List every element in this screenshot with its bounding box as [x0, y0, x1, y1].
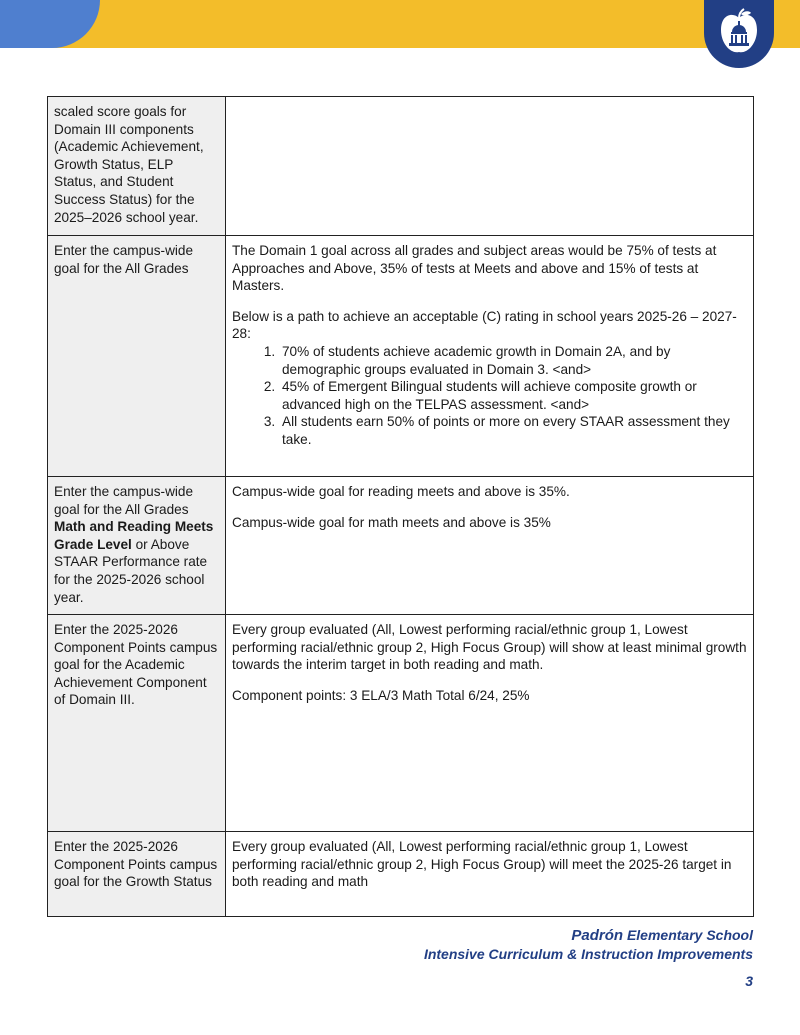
list-item: 2. 45% of Emergent Bilingual students will achieve composite growth or advanced high on the TELPAS assessment. <and>: [279, 378, 747, 413]
table-row: [48, 236, 754, 477]
table-label-cell: [48, 477, 226, 615]
table-row: [48, 615, 754, 832]
table-value-cell: [226, 236, 754, 477]
table-label-cell: Enter the 2025-2026 Component Points campus goal for the Academic Achievement Component of Domain III.: [48, 615, 226, 832]
domain1-goal-text: The Domain 1 goal across all grades and subject areas would be 75% of tests at Approaches and Above, 35% of tests at Meets and above and 15% of tests at Masters.: [232, 243, 717, 294]
table-value-cell: [226, 477, 754, 615]
footer-school-line: [424, 926, 753, 945]
rating-path-list: [232, 343, 747, 449]
academic-achievement-goal-text: Every group evaluated (All, Lowest performing racial/ethnic group 1, Lowest performing racial/ethnic group 2, High Focus Group) will show at least minimal growth towards the interim target in both reading and math.: [232, 622, 747, 673]
table-label-cell: Enter the 2025-2026 Component Points campus goal for the Growth Status: [48, 832, 226, 917]
table-value-cell: [226, 832, 754, 917]
header-band: [0, 0, 800, 48]
table-row: [48, 477, 754, 615]
table-row: [48, 97, 754, 236]
table-label-cell: Enter the campus-wide goal for the All Grades: [48, 236, 226, 477]
table-row: [48, 832, 754, 917]
label-text: or Above STAAR Performance rate for the 2025-2026 school year.: [54, 536, 208, 605]
list-item: 1. 70% of students achieve academic growth in Domain 2A, and by demographic groups evaluated in Domain 3. <and>: [279, 343, 747, 378]
math-goal-text: Campus-wide goal for math meets and above is 35%: [232, 514, 551, 530]
list-item: 3. All students earn 50% of points or more on every STAAR assessment they take.: [279, 413, 747, 448]
page-number: 3: [745, 973, 753, 989]
page-footer: [424, 926, 753, 989]
label-text: Enter the campus-wide goal for the All Grades: [54, 484, 194, 517]
apple-capitol-icon: [717, 8, 761, 58]
table-label-cell: scaled score goals for Domain III components (Academic Achievement, Growth Status, ELP Status, and Student Success Status) for the 2025–2026 school year.: [48, 97, 226, 236]
label-bold-text: Math and Reading Meets Grade Level: [54, 519, 214, 552]
table-value-cell: [226, 97, 754, 236]
reading-goal-text: Campus-wide goal for reading meets and above is 35%.: [232, 484, 570, 499]
component-points-text: Component points: 3 ELA/3 Math Total 6/24, 25%: [232, 687, 530, 703]
school-logo: [704, 0, 774, 68]
school-name: Padrón: [571, 927, 624, 944]
school-suffix: Elementary School: [623, 927, 753, 943]
campus-goals-table: [47, 96, 754, 917]
footer-subtitle: Intensive Curriculum & Instruction Improvements: [423, 946, 753, 962]
rating-path-intro: Below is a path to achieve an acceptable (C) rating in school years 2025-26 – 2027-28:: [232, 308, 737, 342]
table-value-cell: [226, 615, 754, 832]
growth-status-goal-text: Every group evaluated (All, Lowest performing racial/ethnic group 1, Lowest performing racial/ethnic group 2, High Focus Group) will meet the 2025-26 target in both reading and math: [232, 839, 732, 890]
